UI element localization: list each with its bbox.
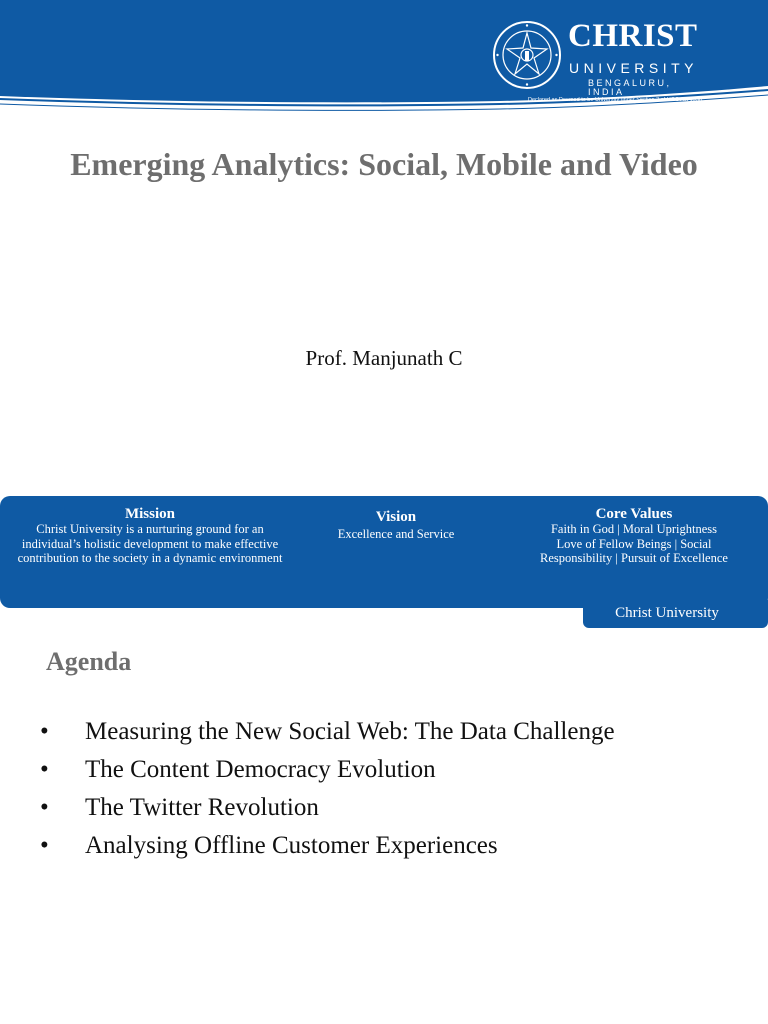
- agenda-item-text: The Twitter Revolution: [85, 794, 319, 821]
- mission-text: [6, 522, 294, 566]
- agenda-heading: Agenda: [46, 647, 132, 676]
- mission-line: individual’s holistic development to make effective: [21, 536, 279, 551]
- agenda-slide: [0, 630, 768, 1024]
- list-item: [40, 714, 740, 752]
- brand-city: BENGALURU, INDIA: [588, 78, 672, 97]
- core-values-line: Responsibility | Pursuit of Excellence: [540, 551, 728, 565]
- university-logo: [492, 18, 712, 113]
- list-item: [40, 828, 740, 866]
- brand-subtitle: UNIVERSITY: [569, 60, 699, 76]
- agenda-list: [40, 714, 740, 866]
- core-values-line: Faith in God | Moral Uprightness: [550, 522, 718, 536]
- agenda-item-text: The Content Democracy Evolution: [85, 756, 436, 783]
- list-item: [40, 752, 740, 790]
- agenda-item-text: Analysing Offline Customer Experiences: [85, 832, 498, 859]
- mission-line: Christ University is a nurturing ground for an: [36, 522, 264, 536]
- vision-section: [320, 509, 472, 542]
- brand-declaration: Declared as Deemed to be University under Section 3 of UGC Act 1956: [528, 97, 702, 103]
- core-values-text: [522, 522, 746, 566]
- vision-text: Excellence and Service: [337, 527, 455, 541]
- university-seal-icon: [492, 20, 562, 90]
- core-values-section: [522, 506, 746, 566]
- brand-name: CHRIST: [568, 18, 698, 54]
- bullet-icon: •: [40, 718, 49, 745]
- agenda-item-text: Measuring the New Social Web: The Data Challenge: [85, 718, 615, 745]
- mission-heading: Mission: [124, 506, 175, 522]
- bullet-icon: •: [40, 794, 49, 821]
- vision-heading: Vision: [375, 509, 417, 525]
- footer-tab-label: Christ University: [615, 605, 719, 621]
- mission-line: contribution to the society in a dynamic environment: [17, 551, 283, 565]
- slide-title: Emerging Analytics: Social, Mobile and Video: [70, 146, 698, 182]
- bullet-icon: •: [40, 832, 49, 859]
- core-values-heading: Core Values: [595, 506, 673, 522]
- mission-section: [6, 506, 294, 566]
- list-item: [40, 790, 740, 828]
- bullet-icon: •: [40, 756, 49, 783]
- core-values-line: Love of Fellow Beings | Social: [556, 536, 712, 551]
- slide-author: Prof. Manjunath C: [305, 346, 463, 370]
